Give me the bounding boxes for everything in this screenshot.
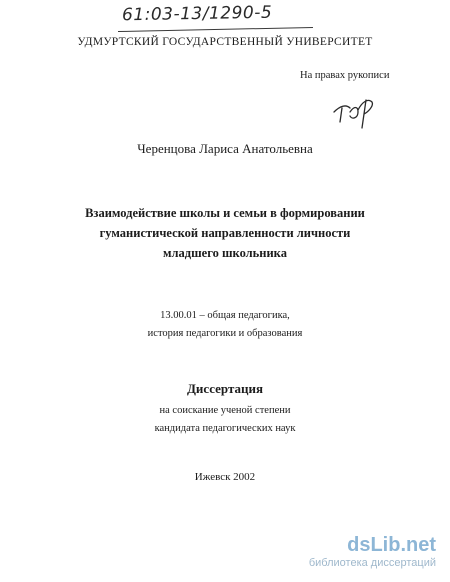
university-name: УДМУРТСКИЙ ГОСУДАРСТВЕННЫЙ УНИВЕРСИТЕТ — [77, 36, 373, 48]
watermark-caption: библиотека диссертаций — [308, 557, 436, 569]
degree-line: кандидата педагогических наук — [154, 423, 296, 434]
title-line: Взаимодействие школы и семьи в формировании — [85, 206, 365, 220]
specialty-line: история педагогики и образования — [147, 328, 303, 339]
catalog-number: 61:03-13/1290-5 — [121, 2, 273, 26]
title-line: младшего школьника — [163, 246, 287, 260]
signature-mark — [328, 92, 380, 132]
city-year: Ижевск 2002 — [194, 471, 256, 483]
degree-line: на соискание ученой степени — [159, 405, 291, 416]
specialty-line: 13.00.01 – общая педагогика, — [160, 310, 290, 321]
title-line: гуманистической направленности личности — [99, 226, 351, 240]
work-type-heading: Диссертация — [186, 381, 264, 396]
author-name: Черенцова Лариса Анатольевна — [137, 141, 313, 156]
watermark-logo: dsLib.net — [347, 534, 436, 556]
dissertation-title — [0, 203, 450, 263]
catalog-underline — [118, 27, 313, 32]
rights-notice: На правах рукописи — [300, 70, 390, 81]
specialty-code — [0, 307, 450, 343]
degree-description — [0, 402, 450, 438]
